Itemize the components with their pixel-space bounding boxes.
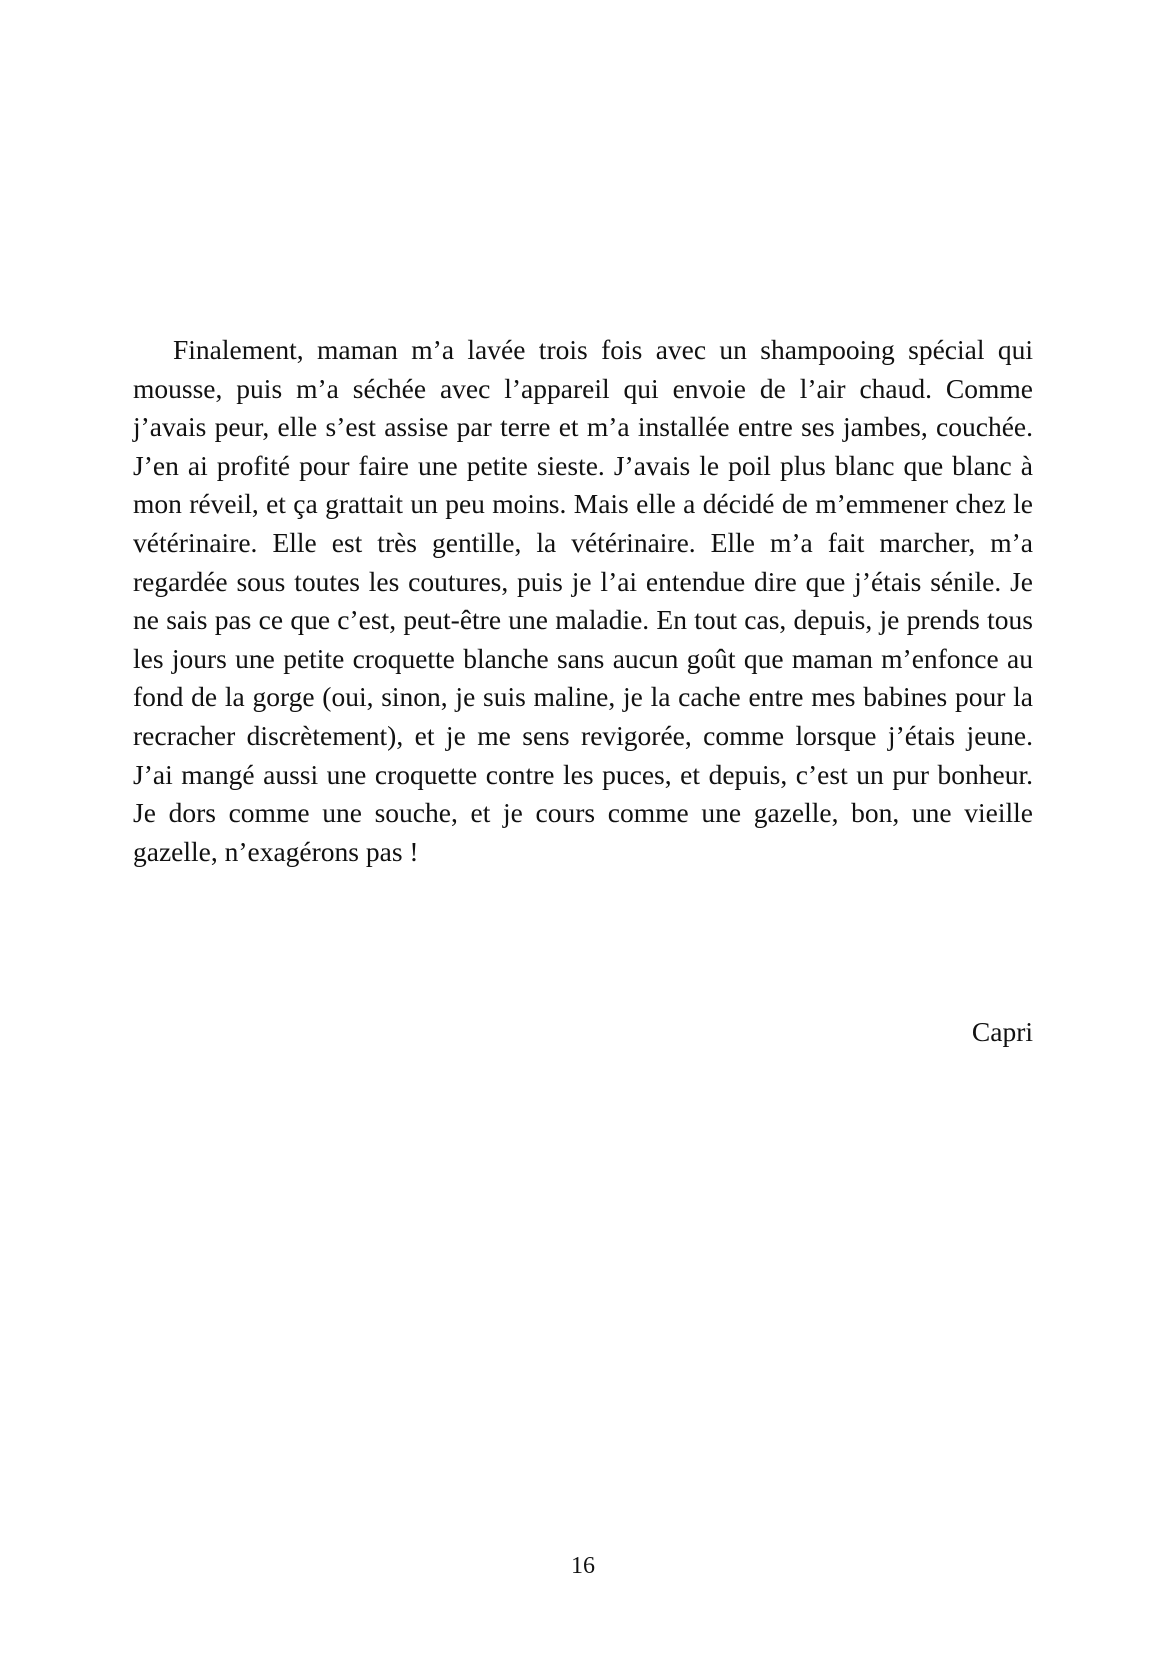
page-number: 16 bbox=[571, 1553, 595, 1579]
body-paragraph: Finalement, maman m’a lavée trois fois avec un shampooing spécial qui mousse, puis m’a séchée avec l’appareil qui envoie de l’air chaud. Comme j’avais peur, elle s’est assise par terre et m’a installée entre ses jambes, couchée. J’en ai profité pour faire une petite sieste. J’avais le poil plus blanc que blanc à mon réveil, et ça grattait un peu moins. Mais elle a décidé de m’emmener chez le vétérinaire. Elle est très gentille, la vétérinaire. Elle m’a fait marcher, m’a regardée sous toutes les coutures, puis je l’ai entendue dire que j’étais sénile. Je ne sais pas ce que c’est, peut-être une maladie. En tout cas, depuis, je prends tous les jours une petite croquette blanche sans aucun goût que maman m’enfonce au fond de la gorge (oui, sinon, je suis maline, je la cache entre mes babines pour la recracher discrètement), et je me sens revigorée, comme lorsque j’étais jeune. J’ai mangé aussi une croquette contre les puces, et depuis, c’est un pur bonheur. Je dors comme une souche, et je cours comme une gazelle, bon, une vieille gazelle, n’exagérons pas ! bbox=[133, 334, 1033, 867]
signature: Capri bbox=[971, 1016, 1033, 1047]
